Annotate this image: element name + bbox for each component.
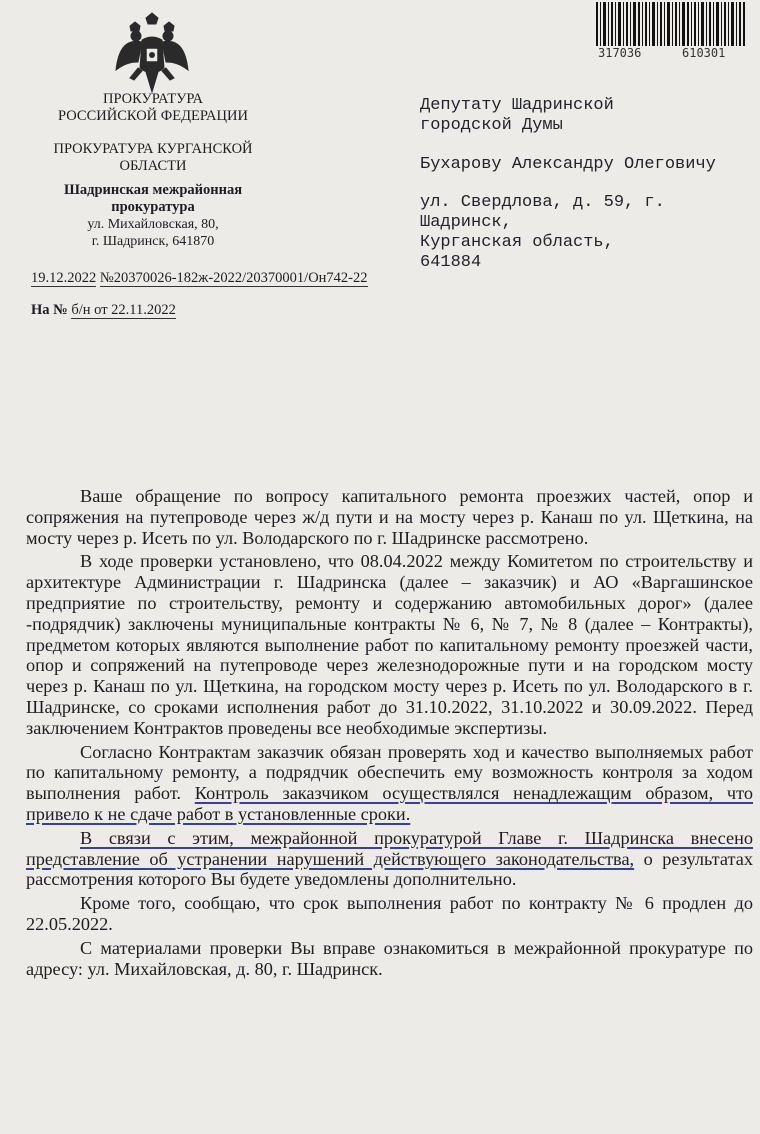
- registration-line: [31, 270, 368, 287]
- paragraph-2: В ходе проверки установлено, что 08.04.2022 между Комитетом по строительству и архитектуре Администрации г. Шадринска (далее – заказчик) и АО «Варгашинское предприятие по строительству, ремонту и содержанию автомобильных дорог» (далее -подрядчик) заключены муниципальные контракты № 6, № 7, № 8 (далее – Контракты), предметом которых являются выполнение работ по капитальному ремонту проезжей части, опор и сопряжений на путепроводе через железнодорожные пути и на городском мосту через р. Канаш по ул. Щеткина, на городском мосту через р. Исеть по ул. Володарского в г. Шадринске, со сроками исполнения работ до 31.10.2022, 31.10.2022 и 30.09.2022. Перед заключением Контрактов проведены все необходимые экспертизы.: [26, 551, 753, 738]
- paragraph-1: Ваше обращение по вопросу капитального ремонта проезжих частей, опор и сопряжения на путепроводе через ж/д пути и на мосту через р. Канаш по ул. Щеткина, на мосту через р. Исеть по ул. Володарского по г. Шадринске рассмотрено.: [26, 486, 753, 548]
- paragraph-3: [26, 742, 753, 825]
- office-line-1: Шадринская межрайонная: [63, 182, 243, 198]
- org-line-4: ОБЛАСТИ: [119, 158, 187, 174]
- addressee-line-1: Депутату Шадринской: [420, 96, 614, 115]
- reply-prefix: На №: [31, 302, 68, 318]
- reply-reference: [31, 302, 176, 319]
- org-line-1: ПРОКУРАТУРА: [102, 91, 204, 107]
- addressee-line-2: городской Думы: [420, 116, 563, 135]
- addressee-name: Бухарову Александру Олеговичу: [420, 155, 716, 174]
- addressee-address: [420, 193, 760, 273]
- barcode-icon: [596, 2, 746, 48]
- sender-regional-office: [40, 141, 266, 175]
- barcode-number-left: 317036: [598, 46, 642, 60]
- addressee-addr-line-3: 641884: [420, 253, 482, 272]
- sender-address: [40, 216, 266, 250]
- paragraph-6: С материалами проверки Вы вправе ознакомиться в межрайонной прокуратуре по адресу: ул. Михайловская, д. 80, г. Шадринск.: [26, 937, 753, 979]
- reply-ref: б/н от 22.11.2022: [71, 302, 176, 318]
- registration-date: 19.12.2022: [31, 270, 97, 286]
- coat-of-arms-emblem-icon: [112, 12, 192, 96]
- address-line-2: г. Шадринск, 641870: [91, 234, 215, 249]
- org-line-2: РОССИЙСКОЙ ФЕДЕРАЦИИ: [58, 108, 248, 124]
- barcode-number-right: 610301: [682, 46, 726, 60]
- paragraph-3-start: Согласно Контрактам заказчик обязан проверять ход и качество выполняемых работ по капитальному ремонту, а подрядчик обеспечить ему возможность контроля за ходом выполнения работ.: [26, 741, 753, 804]
- paragraph-3-underlined: Контроль заказчиком осуществлялся ненадлежащим образом, что привело к не сдаче работ в установленные сроки.: [26, 783, 753, 824]
- addressee-addr-line-2: Курганская область,: [420, 233, 614, 252]
- paragraph-4-underlined: В связи с этим, межрайонной прокуратурой Главе г. Шадринска внесено представление об устранении нарушений действующего законодательства,: [26, 827, 753, 869]
- addressee-title: [420, 96, 614, 136]
- address-line-1: ул. Михайловская, 80,: [87, 217, 219, 232]
- paragraph-4-end: о результатах рассмотрения которого Вы будете уведомлены дополнительно.: [26, 848, 753, 890]
- paragraph-5: Кроме того, сообщаю, что срок выполнения работ по контракту № 6 продлен до 22.05.2022.: [26, 893, 753, 934]
- letter-body: [26, 486, 753, 982]
- addressee-addr-line-1: ул. Свердлова, д. 59, г. Шадринск,: [420, 193, 665, 232]
- sender-local-office: [40, 182, 266, 216]
- paragraph-4: [26, 828, 753, 890]
- registration-number: 20370026-182ж-2022/20370001/Он742-22: [113, 270, 368, 286]
- office-line-2: прокуратура: [111, 199, 195, 215]
- org-line-3: ПРОКУРАТУРА КУРГАНСКОЙ: [53, 141, 253, 157]
- registration-number-prefix: №: [99, 270, 114, 286]
- sender-org-name: [40, 91, 266, 125]
